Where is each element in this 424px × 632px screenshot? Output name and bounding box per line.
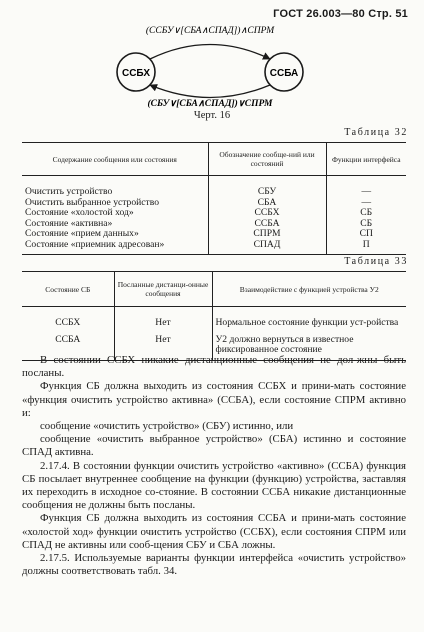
arrow-top-label: (ССБУ∨[СБА∧СПАД])∧СПРМ: [145, 26, 275, 36]
state-diagram: [110, 22, 310, 108]
table32-cell: Очистить выбранное устройство: [25, 196, 159, 208]
table32-cell: СБ: [326, 219, 406, 230]
table33-cell: ССБА: [55, 333, 81, 345]
table33-cell: Нет: [114, 307, 212, 329]
table32-cell: Состояние «прием данных»: [25, 228, 139, 239]
table-row: [22, 229, 406, 240]
table32-cell: —: [326, 198, 406, 209]
paragraph: В состоянии ССБХ никакие дистанционные сообщения не дол-жны быть посланы.: [22, 354, 406, 380]
arrow-bottom: [150, 85, 270, 98]
table32-cell: СБА: [208, 198, 326, 209]
table32-cell: —: [326, 176, 406, 198]
state-left-label: ССБХ: [121, 68, 151, 79]
table33-header-interaction: Взаимодействие с функцией устройства У2: [212, 272, 406, 307]
table32-cell: СПАД: [208, 240, 326, 255]
arrow-top: [150, 45, 270, 60]
table-33: [22, 271, 406, 361]
table33-cell: ССБХ: [55, 317, 81, 328]
table-32: [22, 142, 406, 255]
table32-cell: Состояние «приемник адресован»: [25, 238, 165, 250]
paragraph: сообщение «очистить выбранное устройство» (СБА) истинно и состояние СПАД активна.: [22, 433, 406, 459]
table-row: [22, 176, 406, 198]
table32-header-functions: Функции интерфейса: [326, 143, 406, 176]
table32-cell: СБ: [326, 208, 406, 219]
table33-cell: Нормальное состояние функции уст-ройства: [212, 307, 406, 329]
paragraph: 2.17.5. Используемые варианты функции интерфейса «очистить устройство» должны соответствовать табл. 34.: [22, 552, 406, 578]
table32-cell: СБУ: [208, 176, 326, 198]
table32-cell: СПРМ: [208, 229, 326, 240]
table33-caption: Таблица 33: [344, 256, 408, 267]
table32-cell: Состояние «активна»: [25, 217, 113, 229]
table33-cell: Нет: [114, 329, 212, 361]
paragraph: сообщение «очистить устройство» (СБУ) истинно, или: [40, 420, 294, 433]
state-right-label: ССБА: [269, 68, 299, 79]
page-header: ГОСТ 26.003—80 Стр. 51: [273, 8, 408, 20]
table32-header-designation: Обозначение сообще-ний или состояний: [208, 143, 326, 176]
table33-header-messages: Посланные дистанци-онные сообщения: [114, 272, 212, 307]
table32-header-content: Содержание сообщения или состояния: [22, 143, 208, 176]
table33-cell: У2 должно вернуться в известное фиксированное состояние: [212, 329, 406, 361]
table32-cell: П: [326, 240, 406, 255]
paragraph: 2.17.4. В состоянии функции очистить устройство «активно» (ССБА) функция СБ посылает внутреннее сообщение на функции (функцию) устройства, заставляя их переходить в исходное со-стояние. В состоянии ССБА никакие дистанционные сообщения не должны быть посланы.: [22, 459, 406, 512]
figure-caption: Черт. 16: [193, 110, 231, 121]
table32-cell: СП: [326, 229, 406, 240]
table32-cell: Очистить устройство: [25, 186, 113, 197]
table32-cell: ССБА: [208, 219, 326, 230]
table-row: [22, 240, 406, 255]
table32-caption: Таблица 32: [344, 127, 408, 138]
table32-cell: ССБХ: [208, 208, 326, 219]
table32-cell: Состояние «холостой ход»: [25, 207, 134, 218]
paragraph: Функция СБ должна выходить из состояния ССБХ и прини-мать состояние «функция очистить устройство активна» (ССБА), если состояние СПРМ активно и:: [22, 380, 406, 419]
arrow-bottom-label: (СБУ∨[СБА∧СПАД])∨СПРМ: [147, 99, 273, 108]
paragraph: Функция СБ должна выходить из состояния ССБА и прини-мать состояние «холостой ход» функции очистить устройство (ССБХ), если состояния СПРМ или СПАД не активны или сооб-щения СБУ и СБА ложны.: [22, 512, 406, 551]
table-row: [22, 307, 406, 329]
table-row: [22, 208, 406, 219]
body-text: [22, 354, 406, 578]
table33-header-state: Состояние СБ: [22, 272, 114, 307]
